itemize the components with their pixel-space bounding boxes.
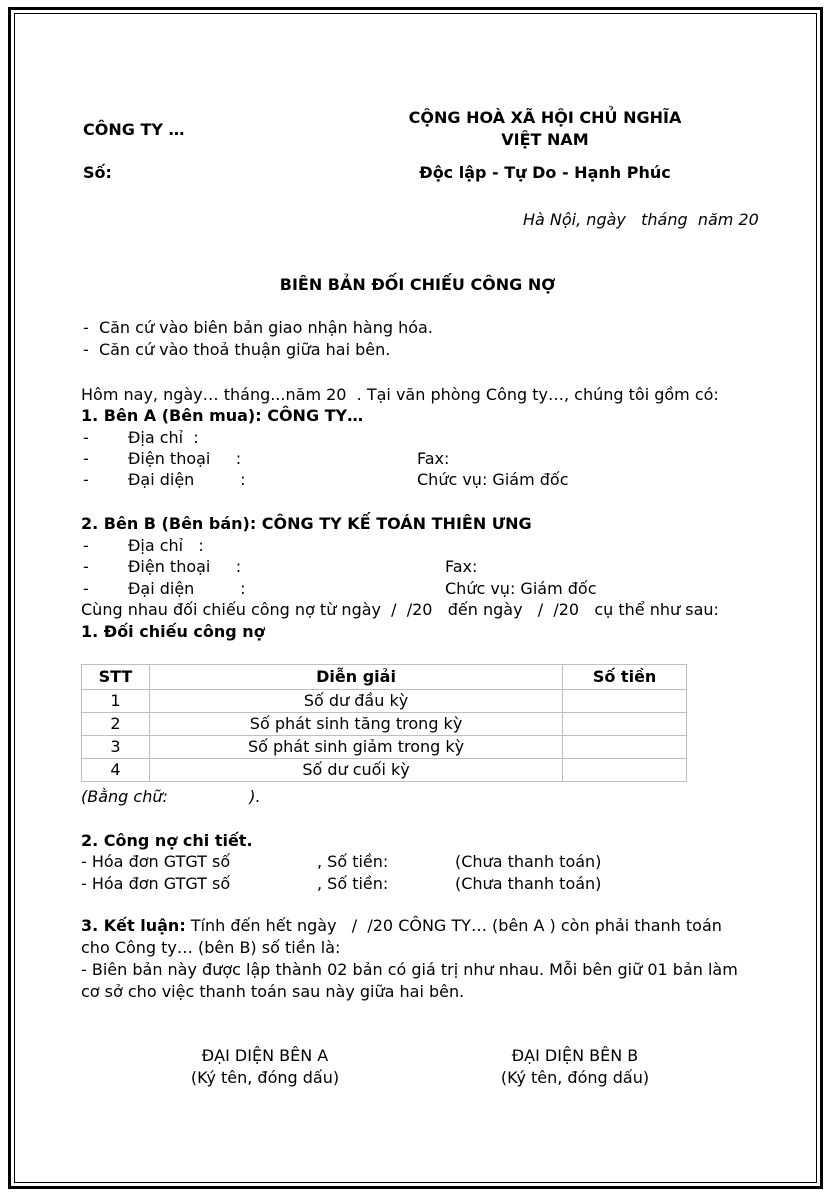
party-b-position: Chức vụ: Giám đốc — [445, 579, 597, 598]
conclusion-line-1 — [81, 916, 722, 936]
row-amount — [563, 736, 687, 759]
document-number-label: Số: — [83, 163, 112, 182]
row-stt: 4 — [82, 759, 150, 782]
party-b-representative: Đại diện : — [128, 579, 246, 598]
debt-reconciliation-table — [81, 664, 687, 782]
row-stt: 3 — [82, 736, 150, 759]
row-description: Số dư cuối kỳ — [149, 759, 562, 782]
row-amount — [563, 713, 687, 736]
signature-b-note: (Ký tên, đóng dấu) — [500, 1068, 650, 1087]
party-b-heading: 2. Bên B (Bên bán): CÔNG TY KẾ TOÁN THIÊN ƯNG — [81, 514, 532, 533]
party-a-representative: Đại diện : — [128, 470, 246, 489]
header-description: Diễn giải — [149, 665, 562, 690]
table-header-row — [82, 665, 687, 690]
invoice-2-status: (Chưa thanh toán) — [455, 874, 602, 893]
document-title: BIÊN BẢN ĐỐI CHIẾU CÔNG NỢ — [279, 275, 556, 294]
conclusion-text: Tính đến hết ngày / /20 CÔNG TY… (bên A ) còn phải thanh toán — [185, 916, 722, 935]
party-b-phone: Điện thoại : — [128, 557, 242, 576]
party-a-address-dash: - — [83, 428, 89, 447]
invoice-1-amount: , Số tiền: — [317, 852, 389, 871]
national-motto: Độc lập - Tự Do - Hạnh Phúc — [419, 163, 671, 182]
party-a-fax: Fax: — [417, 449, 450, 468]
row-amount — [563, 690, 687, 713]
signature-a-title: ĐẠI DIỆN BÊN A — [201, 1046, 329, 1065]
invoice-1-status: (Chưa thanh toán) — [455, 852, 602, 871]
amount-in-words: (Bằng chữ: ). — [81, 787, 261, 806]
header-stt: STT — [82, 665, 150, 690]
place-date: Hà Nội, ngày tháng năm 20 — [523, 210, 759, 229]
row-stt: 1 — [82, 690, 150, 713]
row-stt: 2 — [82, 713, 150, 736]
table-row — [82, 759, 687, 782]
party-b-address: Địa chỉ : — [128, 536, 204, 555]
intro-line: Hôm nay, ngày… tháng...năm 20 . Tại văn phòng Công ty…, chúng tôi gồm có: — [81, 385, 719, 404]
invoice-2-label: - Hóa đơn GTGT số — [81, 874, 231, 893]
party-a-heading: 1. Bên A (Bên mua): CÔNG TY… — [81, 406, 364, 425]
row-description: Số dư đầu kỳ — [149, 690, 562, 713]
party-a-rep-dash: - — [83, 470, 89, 489]
company-name: CÔNG TY … — [83, 120, 185, 139]
nation-title-line2: VIỆT NAM — [501, 130, 589, 149]
period-line: Cùng nhau đối chiếu công nợ từ ngày / /20 đến ngày / /20 cụ thể như sau: — [81, 600, 719, 619]
table-row — [82, 690, 687, 713]
row-description: Số phát sinh giảm trong kỳ — [149, 736, 562, 759]
invoice-1-label: - Hóa đơn GTGT số — [81, 852, 231, 871]
party-a-address: Địa chỉ : — [128, 428, 199, 447]
party-b-phone-dash: - — [83, 557, 89, 576]
nation-title-line1: CỘNG HOÀ XÃ HỘI CHỦ NGHĨA — [408, 108, 682, 127]
conclusion-line-3: - Biên bản này được lập thành 02 bản có giá trị như nhau. Mỗi bên giữ 01 bản làm — [81, 960, 738, 979]
invoice-2-amount: , Số tiền: — [317, 874, 389, 893]
table-row — [82, 713, 687, 736]
conclusion-line-4: cơ sở cho việc thanh toán sau này giữa hai bên. — [81, 982, 465, 1001]
basis-line-1: - Căn cứ vào biên bản giao nhận hàng hóa. — [83, 318, 433, 337]
conclusion-line-2: cho Công ty… (bên B) số tiền là: — [81, 938, 341, 957]
section-1-heading: 1. Đối chiếu công nợ — [81, 622, 265, 641]
section-2-heading: 2. Công nợ chi tiết. — [81, 831, 253, 850]
header-amount: Số tiền — [563, 665, 687, 690]
conclusion-label: 3. Kết luận: — [81, 916, 186, 935]
basis-line-2: - Căn cứ vào thoả thuận giữa hai bên. — [83, 340, 391, 359]
table-row — [82, 736, 687, 759]
party-a-phone-dash: - — [83, 449, 89, 468]
row-description: Số phát sinh tăng trong kỳ — [149, 713, 562, 736]
signature-a-note: (Ký tên, đóng dấu) — [190, 1068, 340, 1087]
signature-b-title: ĐẠI DIỆN BÊN B — [511, 1046, 639, 1065]
party-a-position: Chức vụ: Giám đốc — [417, 470, 569, 489]
row-amount — [563, 759, 687, 782]
party-a-phone: Điện thoại : — [128, 449, 242, 468]
party-b-address-dash: - — [83, 536, 89, 555]
party-b-fax: Fax: — [445, 557, 478, 576]
party-b-rep-dash: - — [83, 579, 89, 598]
